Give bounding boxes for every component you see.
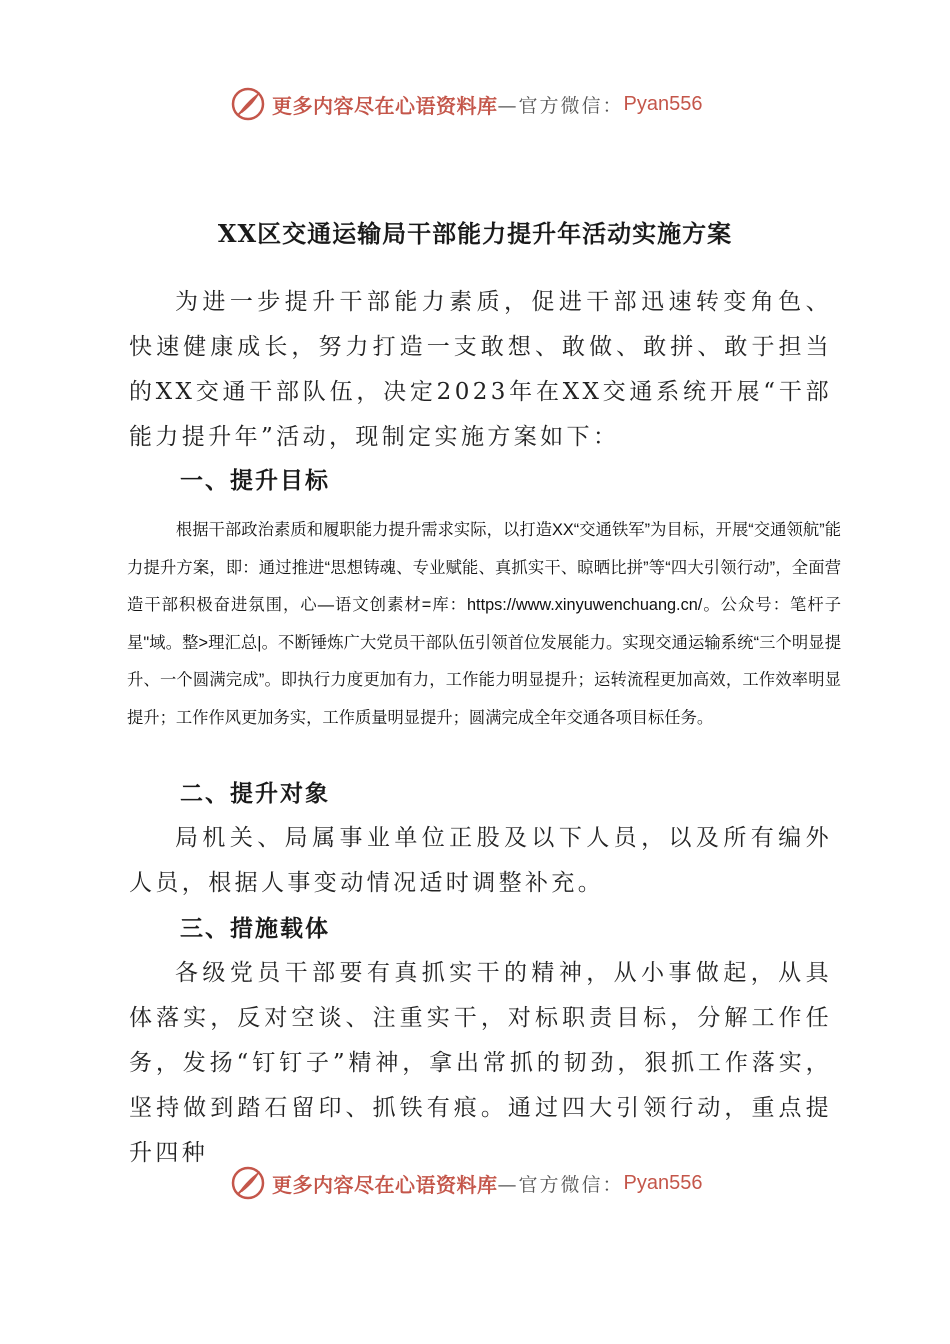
quill-pen-logo-icon: [230, 1165, 266, 1201]
section-1-heading: 一、提升目标: [180, 467, 330, 494]
section-3-body: 各级党员干部要有真抓实干的精神，从小事做起，从具体落实，反对空谈、注重实干，对标职责目标，分解工作任务，发扬“钉钉子”精神，拿出常抓的韧劲，狠抓工作落实，坚持做到踏石留印、抓铁有痕。通过四大引领行动，重点提升四种: [129, 960, 832, 1166]
banner-wechat-label: —官方微信：: [497, 94, 624, 117]
banner-wechat-id: Pyan556: [623, 92, 703, 115]
document-title: XX区交通运输局干部能力提升年活动实施方案: [217, 219, 733, 248]
footer-banner: [230, 1163, 702, 1203]
section-3-heading: 三、措施载体: [180, 915, 330, 942]
section-1-body: 根据干部政治素质和履职能力提升需求实际，以打造XX“交通铁军”为目标，开展“交通领航”能力提升方案，即：通过推进“思想铸魂、专业赋能、真抓实干、晾晒比拼”等“四大引领行动”，全面营造干部积极奋进氛围，心—语文创素材=库：https://www.xinyuwenchuang.cn/。公众号：笔杆子星"域。整>理汇总|。不断锤炼广大党员干部队伍引领首位发展能力。实现交通运输系统“三个明显提升、一个圆满完成”。即执行力度更加有力，工作能力明显提升；运转流程更加高效，工作效率明显提升；工作作风更加务实，工作质量明显提升；圆满完成全年交通各项目标任务。: [127, 521, 841, 727]
section-2-body: 局机关、局属事业单位正股及以下人员，以及所有编外人员，根据人事变动情况适时调整补充。: [129, 825, 832, 896]
banner-wechat-label: —官方微信：: [497, 1173, 624, 1196]
quill-pen-logo-icon: [230, 86, 266, 122]
banner-wechat-id: Pyan556: [623, 1171, 703, 1194]
banner-brand-text: 更多内容尽在心语资料库: [272, 93, 498, 118]
header-banner: [230, 84, 702, 124]
intro-paragraph: 为进一步提升干部能力素质，促进干部迅速转变角色、快速健康成长，努力打造一支敢想、敢做、敢拼、敢于担当的XX交通干部队伍，决定2023年在XX交通系统开展“干部能力提升年”活动，现制定实施方案如下：: [129, 289, 832, 450]
banner-brand-text: 更多内容尽在心语资料库: [272, 1172, 498, 1197]
section-2-heading: 二、提升对象: [180, 780, 330, 807]
